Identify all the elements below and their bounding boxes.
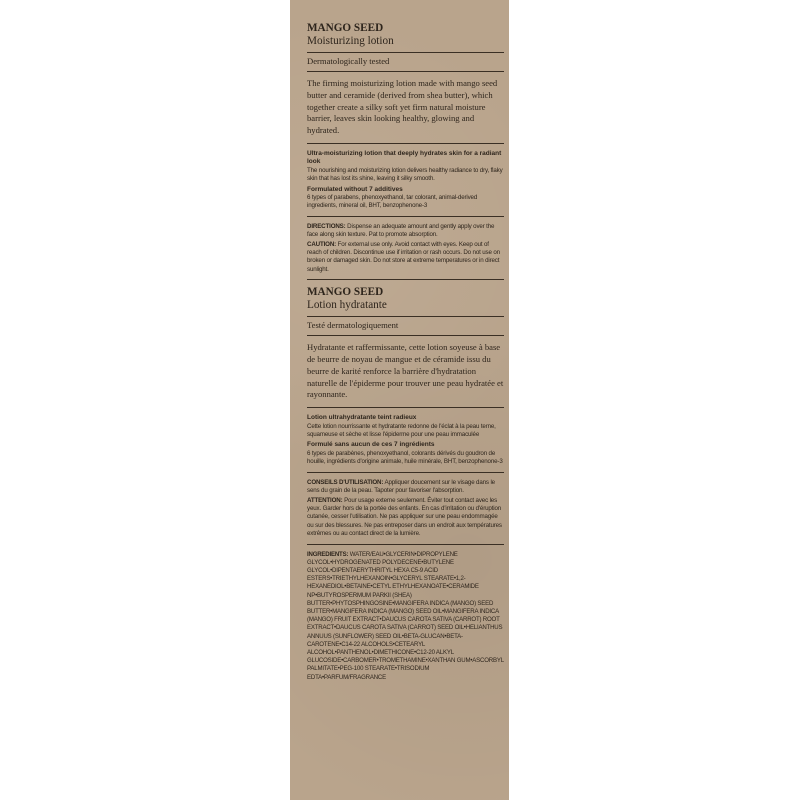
ingredients-text: WATER/EAU•GLYCERIN•DIPROPYLENE GLYCOL•HYDROGENATED POLYDECENE•BUTYLENE GLYCOL•DIPENTAERYTHRITYL HEXA C5-9 ACID ESTERS•TRIETHYLHEXANOIN•GLYCERYL STEARATE•1,2-HEXANEDIOL•BETAINE•CETYL ETHYLHEXANOATE•CERAMIDE NP•BUTYROSPERMUM PARKII (SHEA) BUTTER•PHYTOSPHINGOSINE•MANGIFERA INDICA (MANGO) SEED BUTTER•MANGIFERA INDICA (MANGO) SEED OIL•MANGIFERA INDICA (MANGO) FRUIT EXTRACT•DAUCUS CAROTA SATIVA (CARROT) ROOT EXTRACT•DAUCUS CAROTA SATIVA (CARROT) SEED OIL•HELIANTHUS ANNUUS (SUNFLOWER) SEED OIL•BETA-GLUCAN•BETA-CAROTENE•C14-22 ALCOHOLS•CETEARYL ALCOHOL•PANTHENOL•DIMETHICONE•C12-20 ALKYL GLUCOSIDE•CARBOMER•TROMETHAMINE•XANTHAN GUM•ASCORBYL PALMITATE•PEG-100 STEARATE•TRISODIUM EDTA•PARFUM/FRAGRANCE <box>307 550 504 681</box>
product-subtitle-fr: Lotion hydratante <box>307 299 387 312</box>
divider <box>307 52 504 53</box>
feature1-text-fr: Cette lotion nourrissante et hydratante redonne de l'éclat à la peau terne, squameuse et sèche et lisse l'épiderme pour une peau immaculée <box>307 422 496 439</box>
attention-text: Pour usage externe seulement. Éviter tout contact avec les yeux. Garder hors de la portée des enfants. En cas d'irritation ou d'éruption cutanée, cesser l'utilisation. Ne pas appliquer sur une peau endommagée ou sur des blessures. Ne pas entreposer dans un endroit aux températures extrêmes ou au contact direct de la lumière. <box>307 496 502 538</box>
feature2-title-fr: Formulé sans aucun de ces 7 ingrédients <box>307 441 435 449</box>
divider <box>307 143 504 144</box>
feature2-text-en: 6 types of parabens, phenoxyethanol, tar colorant, animal-derived ingredients, mineral oil, BHT, benzophenone-3 <box>307 194 478 210</box>
divider <box>307 279 504 280</box>
feature1-text-en: The nourishing and moisturizing lotion delivers healthy radiance to dry, flaky skin that has lost its shine, leaving it silky smooth. <box>307 166 503 183</box>
directions-en <box>307 223 504 240</box>
feature1-title-en: Ultra-moisturizing lotion that deeply hydrates skin for a radiant look <box>307 149 502 166</box>
conseils-label: CONSEILS D'UTILISATION: <box>307 478 384 486</box>
feature1-title-fr: Lotion ultrahydratante teint radieux <box>307 414 417 422</box>
tested-claim-fr: Testé dermatologiquement <box>307 320 399 331</box>
divider <box>307 316 504 317</box>
intro-text-en: The firming moisturizing lotion made with mango seed butter and ceramide (derived from shea butter), which together create a silky soft yet firm natural moisture barrier, leaves skin looking healthy, glowing and hydrated. <box>307 78 498 136</box>
product-box-panel <box>290 0 509 800</box>
caution-label: CAUTION: <box>307 240 337 248</box>
attention-fr <box>307 497 504 539</box>
divider <box>307 472 504 473</box>
divider <box>307 407 504 408</box>
attention-label: ATTENTION: <box>307 496 343 504</box>
conseils-fr <box>307 479 504 496</box>
product-title-en: MANGO SEED <box>307 22 384 34</box>
caution-en <box>307 241 504 275</box>
divider <box>307 216 504 217</box>
divider <box>307 544 504 545</box>
conseils-text: Appliquer doucement sur le visage dans le sens du grain de la peau. Tapoter pour favoriser l'absorption. <box>307 478 495 495</box>
product-title-fr: MANGO SEED <box>307 286 384 299</box>
label-content <box>307 22 504 682</box>
feature2-text-fr: 6 types de parabènes, phenoxyethanol, colorants dérivés du goudron de houille, ingrédients d'origine animale, huile minérale, BHT, benzophenone-3 <box>307 449 503 466</box>
product-subtitle-en: Moisturizing lotion <box>307 35 394 47</box>
directions-label: DIRECTIONS: <box>307 222 346 230</box>
ingredients-label: INGREDIENTS: <box>307 550 349 558</box>
ingredients-list <box>307 551 504 682</box>
tested-claim-en: Dermatologically tested <box>307 56 390 66</box>
caution-text: For external use only. Avoid contact with eyes. Keep out of reach of children. Discontinue use if irritation or rash occurs. Do not use on broken or damaged skin. Do not store at extreme temperatures or in direct sunlight. <box>307 240 500 273</box>
divider <box>307 335 504 336</box>
directions-text: Dispense an adequate amount and gently apply over the face along skin texture. Pat to promote absorption. <box>307 222 495 239</box>
feature2-title-en: Formulated without 7 additives <box>307 185 403 193</box>
divider <box>307 71 504 72</box>
intro-text-fr: Hydratante et raffermissante, cette lotion soyeuse à base de beurre de noyau de mangue et de céramide issu du beurre de karité renforce la barrière d'hydratation naturelle de l'épiderme pour trouver une peau hydratée et rayonnante. <box>307 342 504 400</box>
